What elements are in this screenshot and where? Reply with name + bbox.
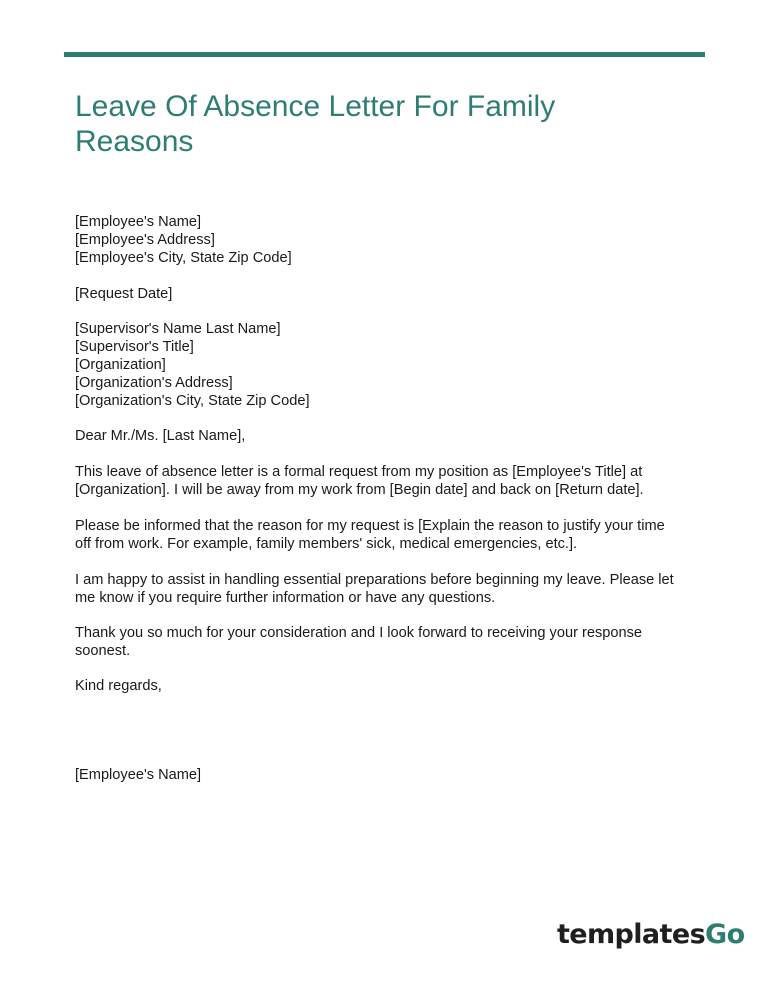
salutation-text: Dear Mr./Ms. [Last Name], — [75, 428, 246, 444]
request-date-text: [Request Date] — [75, 286, 173, 302]
paragraph-line: Thank you so much for your consideration and I look forward to receiving your response — [75, 625, 643, 641]
closing — [75, 677, 715, 695]
logo-wordmark-accent: Go — [705, 919, 745, 950]
paragraph-line: me know if you require further information or have any questions. — [75, 590, 496, 606]
paragraph — [75, 571, 715, 607]
recipient-city-state-zip: [Organization's City, State Zip Code] — [75, 393, 310, 409]
closing-text: Kind regards, — [75, 678, 162, 694]
logo-wordmark: templates — [557, 919, 706, 950]
paragraph — [75, 517, 715, 553]
recipient-title: [Supervisor's Title] — [75, 339, 194, 355]
sender-address: [Employee's Address] — [75, 232, 215, 248]
paragraph-line: Please be informed that the reason for my request is [Explain the reason to justify your time — [75, 518, 665, 534]
paragraph — [75, 463, 715, 499]
sender-name: [Employee's Name] — [75, 214, 202, 230]
paragraph-line: off from work. For example, family members' sick, medical emergencies, etc.]. — [75, 536, 578, 552]
paragraph — [75, 624, 715, 660]
sender-city-state-zip: [Employee's City, State Zip Code] — [75, 250, 292, 266]
paragraph-line: soonest. — [75, 643, 131, 659]
recipient-block — [75, 320, 715, 410]
recipient-address: [Organization's Address] — [75, 375, 233, 391]
sender-block — [75, 213, 715, 267]
salutation — [75, 427, 715, 445]
signature-name: [Employee's Name] — [75, 767, 202, 783]
request-date — [75, 285, 715, 303]
recipient-organization: [Organization] — [75, 357, 166, 373]
paragraph-line: This leave of absence letter is a formal request from my position as [Employee's Title] at — [75, 464, 643, 480]
page-title: Leave Of Absence Letter For Family Reasons — [75, 90, 556, 158]
templatesgo-logo — [557, 915, 745, 955]
signature — [75, 766, 715, 784]
paragraph-line: I am happy to assist in handling essential preparations before beginning my leave. Please let — [75, 572, 674, 588]
paragraph-line: [Organization]. I will be away from my work from [Begin date] and back on [Return date]. — [75, 482, 644, 498]
top-accent-rule — [64, 52, 705, 57]
recipient-name: [Supervisor's Name Last Name] — [75, 321, 281, 337]
